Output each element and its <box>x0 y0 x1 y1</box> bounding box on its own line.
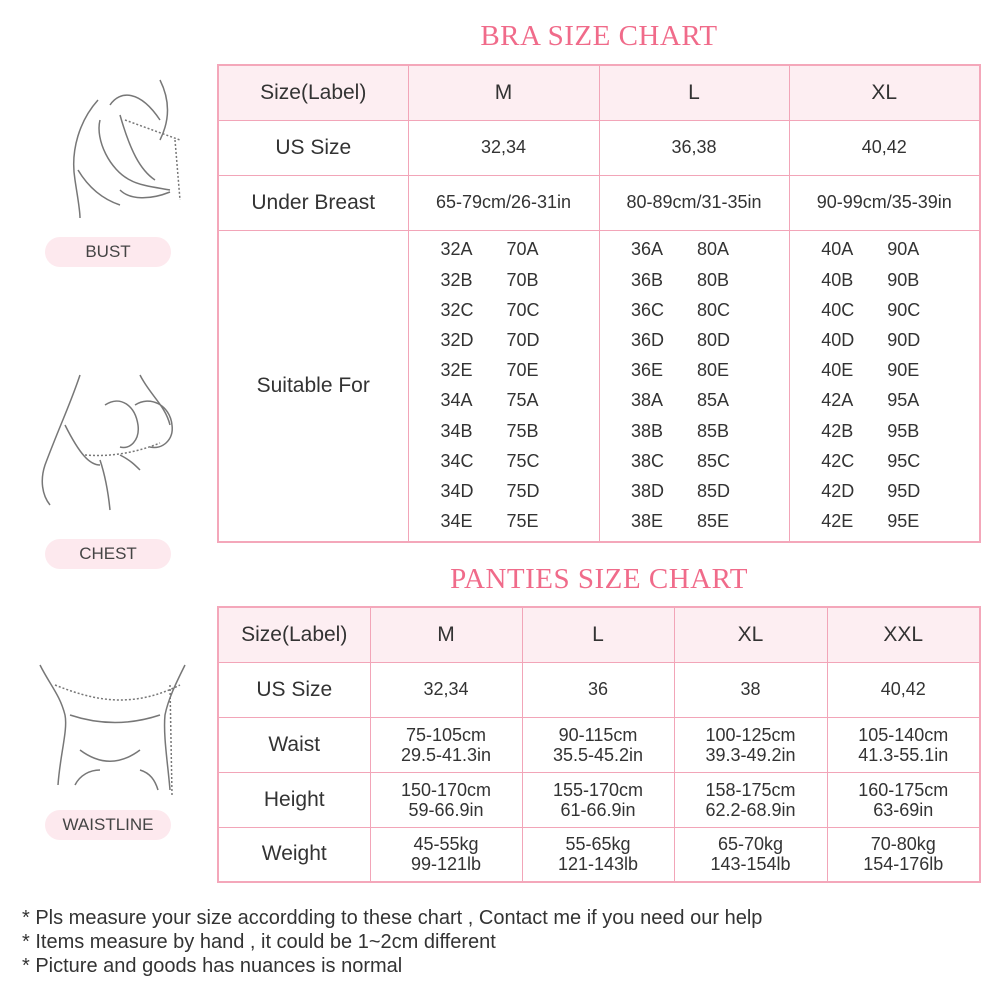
eu-cup-size: 95E <box>887 511 920 532</box>
eu-cup-size: 95D <box>887 480 921 501</box>
eu-cup-size: 75B <box>506 420 539 441</box>
bra-header-cell: Size(Label) <box>218 65 408 120</box>
cell-line: 100-125cm <box>705 724 796 745</box>
bra-chart-title: BRA SIZE CHART <box>480 20 718 52</box>
row-label: Waist <box>218 717 370 772</box>
cell-line: 75-105cm <box>405 724 487 745</box>
panties-row <box>218 717 980 772</box>
us-cup-size: 42A <box>821 390 854 411</box>
eu-cup-size: 80C <box>697 299 731 320</box>
eu-cup-size: 90D <box>887 329 921 350</box>
cell-line: 41.3-55.1in <box>858 744 949 765</box>
note-line: * Items measure by hand , it could be 1~2cm different <box>22 931 496 953</box>
table-cell: 40,42 <box>789 120 980 175</box>
table-cell: 80-89cm/31-35in <box>599 175 789 230</box>
us-cup-size: 40D <box>821 329 855 350</box>
eu-cup-size: 75E <box>506 511 539 532</box>
us-cup-size: 36B <box>631 269 664 290</box>
us-cup-size: 42B <box>821 420 854 441</box>
panties-row <box>218 772 980 827</box>
row-label: US Size <box>218 120 408 175</box>
table-cell: 32,34 <box>408 120 599 175</box>
table-cell <box>674 827 827 882</box>
cell-line: 38 <box>740 679 761 699</box>
us-cup-size: 36D <box>631 329 665 350</box>
panties-header-cell: XXL <box>827 607 980 662</box>
eu-cup-size: 90B <box>887 269 920 290</box>
table-cell <box>827 717 980 772</box>
eu-cup-size: 70D <box>506 329 540 350</box>
bra-header-cell: L <box>599 65 789 120</box>
bra-header-cell: M <box>408 65 599 120</box>
eu-cup-size: 90E <box>887 360 920 381</box>
eu-cup-size: 90A <box>887 239 920 260</box>
eu-cup-size: 80A <box>697 239 730 260</box>
waistline-figure-illustration <box>20 655 210 805</box>
cell-line: 143-154lb <box>710 854 791 875</box>
us-cup-size: 42E <box>821 511 854 532</box>
row-label: Suitable For <box>218 230 408 542</box>
bra-suitable-for-row <box>218 230 980 542</box>
eu-cup-size: 85E <box>697 511 730 532</box>
eu-cup-size: 70A <box>506 239 539 260</box>
table-cell <box>522 827 674 882</box>
row-label: Under Breast <box>218 175 408 230</box>
us-cup-size: 38D <box>631 480 665 501</box>
notes-list <box>22 906 762 978</box>
us-cup-size: 38E <box>631 511 664 532</box>
cell-line: 105-140cm <box>858 724 949 745</box>
table-cell <box>827 772 980 827</box>
bra-size-table <box>217 64 981 543</box>
table-cell <box>370 662 522 717</box>
chest-label: CHEST <box>45 539 171 569</box>
panties-header-row <box>218 607 980 662</box>
suitable-sizes-cell <box>408 230 599 542</box>
us-cup-size: 40B <box>821 269 854 290</box>
us-cup-size: 40A <box>821 239 854 260</box>
bust-label: BUST <box>45 237 171 267</box>
cell-line: 62.2-68.9in <box>705 799 796 820</box>
eu-cup-size: 75D <box>506 480 540 501</box>
table-cell <box>674 717 827 772</box>
us-cup-size: 38B <box>631 420 664 441</box>
us-cup-size: 38A <box>631 390 664 411</box>
eu-cup-size: 80D <box>697 329 731 350</box>
cell-line: 158-175cm <box>705 779 796 800</box>
table-cell: 90-99cm/35-39in <box>789 175 980 230</box>
us-cup-size: 40E <box>821 360 854 381</box>
cell-line: 61-66.9in <box>560 799 636 820</box>
table-cell: 65-79cm/26-31in <box>408 175 599 230</box>
table-cell <box>522 772 674 827</box>
us-cup-size: 42D <box>821 480 855 501</box>
us-cup-size: 32C <box>440 299 474 320</box>
us-cup-size: 40C <box>821 299 855 320</box>
eu-cup-size: 95B <box>887 420 920 441</box>
eu-cup-size: 70E <box>506 360 539 381</box>
panties-header-cell: L <box>522 607 674 662</box>
us-cup-size: 34E <box>440 511 473 532</box>
eu-cup-size: 85C <box>697 450 731 471</box>
bra-under-breast-row <box>218 175 980 230</box>
cell-line: 40,42 <box>880 679 926 699</box>
us-cup-size: 36E <box>631 360 664 381</box>
row-label: Height <box>218 772 370 827</box>
chest-figure-illustration <box>20 365 210 525</box>
us-cup-size: 34C <box>440 450 474 471</box>
panties-chart-title: PANTIES SIZE CHART <box>450 563 748 595</box>
cell-line: 121-143lb <box>557 854 639 875</box>
table-cell <box>370 827 522 882</box>
panties-header-cell: M <box>370 607 522 662</box>
bra-us-size-row <box>218 120 980 175</box>
eu-cup-size: 70B <box>506 269 539 290</box>
eu-cup-size: 85B <box>697 420 730 441</box>
us-cup-size: 36C <box>631 299 665 320</box>
us-cup-size: 34D <box>440 480 474 501</box>
panties-header-cell: Size(Label) <box>218 607 370 662</box>
cell-line: 90-115cm <box>558 724 638 745</box>
eu-cup-size: 80B <box>697 269 730 290</box>
note-line: * Pls measure your size accordding to these chart , Contact me if you need our help <box>22 907 763 929</box>
cell-line: 36 <box>587 679 609 699</box>
us-cup-size: 32E <box>440 360 473 381</box>
panties-size-table <box>217 606 981 883</box>
panties-row <box>218 827 980 882</box>
bra-header-cell: XL <box>789 65 980 120</box>
eu-cup-size: 75A <box>506 390 539 411</box>
us-cup-size: 34A <box>440 390 473 411</box>
cell-line: 160-175cm <box>858 779 949 800</box>
cell-line: 59-66.9in <box>408 799 484 820</box>
table-cell <box>674 772 827 827</box>
cell-line: 150-170cm <box>400 779 492 800</box>
table-cell <box>370 772 522 827</box>
eu-cup-size: 80E <box>697 360 730 381</box>
us-cup-size: 36A <box>631 239 664 260</box>
cell-line: 63-69in <box>873 799 934 820</box>
us-cup-size: 32B <box>440 269 473 290</box>
note-line: * Picture and goods has nuances is normal <box>22 955 403 977</box>
us-cup-size: 42C <box>821 450 855 471</box>
waistline-label: WAISTLINE <box>45 810 171 840</box>
cell-line: 29.5-41.3in <box>400 744 492 765</box>
us-cup-size: 32A <box>440 239 473 260</box>
cell-line: 39.3-49.2in <box>705 744 796 765</box>
cell-line: 55-65kg <box>565 834 631 855</box>
cell-line: 154-176lb <box>863 854 944 875</box>
table-cell <box>827 827 980 882</box>
bra-header-row <box>218 65 980 120</box>
panties-header-cell: XL <box>674 607 827 662</box>
row-label: Weight <box>218 827 370 882</box>
table-cell <box>674 662 827 717</box>
bust-figure-illustration <box>20 60 210 220</box>
us-cup-size: 32D <box>440 329 474 350</box>
panties-row <box>218 662 980 717</box>
suitable-sizes-cell <box>599 230 789 542</box>
eu-cup-size: 70C <box>506 299 540 320</box>
cell-line: 45-55kg <box>413 834 479 855</box>
table-cell <box>370 717 522 772</box>
suitable-sizes-cell <box>789 230 980 542</box>
cell-line: 32,34 <box>423 679 469 699</box>
table-cell <box>522 717 674 772</box>
eu-cup-size: 95A <box>887 390 920 411</box>
table-cell <box>522 662 674 717</box>
eu-cup-size: 95C <box>887 450 921 471</box>
eu-cup-size: 75C <box>506 450 540 471</box>
eu-cup-size: 85A <box>697 390 730 411</box>
cell-line: 155-170cm <box>552 779 644 800</box>
cell-line: 65-70kg <box>717 834 784 855</box>
us-cup-size: 38C <box>631 450 665 471</box>
cell-line: 70-80kg <box>870 834 936 855</box>
table-cell <box>827 662 980 717</box>
cell-line: 35.5-45.2in <box>552 744 644 765</box>
us-cup-size: 34B <box>440 420 473 441</box>
cell-line: 99-121lb <box>410 854 482 875</box>
table-cell: 36,38 <box>599 120 789 175</box>
row-label: US Size <box>218 662 370 717</box>
eu-cup-size: 90C <box>887 299 921 320</box>
eu-cup-size: 85D <box>697 480 731 501</box>
